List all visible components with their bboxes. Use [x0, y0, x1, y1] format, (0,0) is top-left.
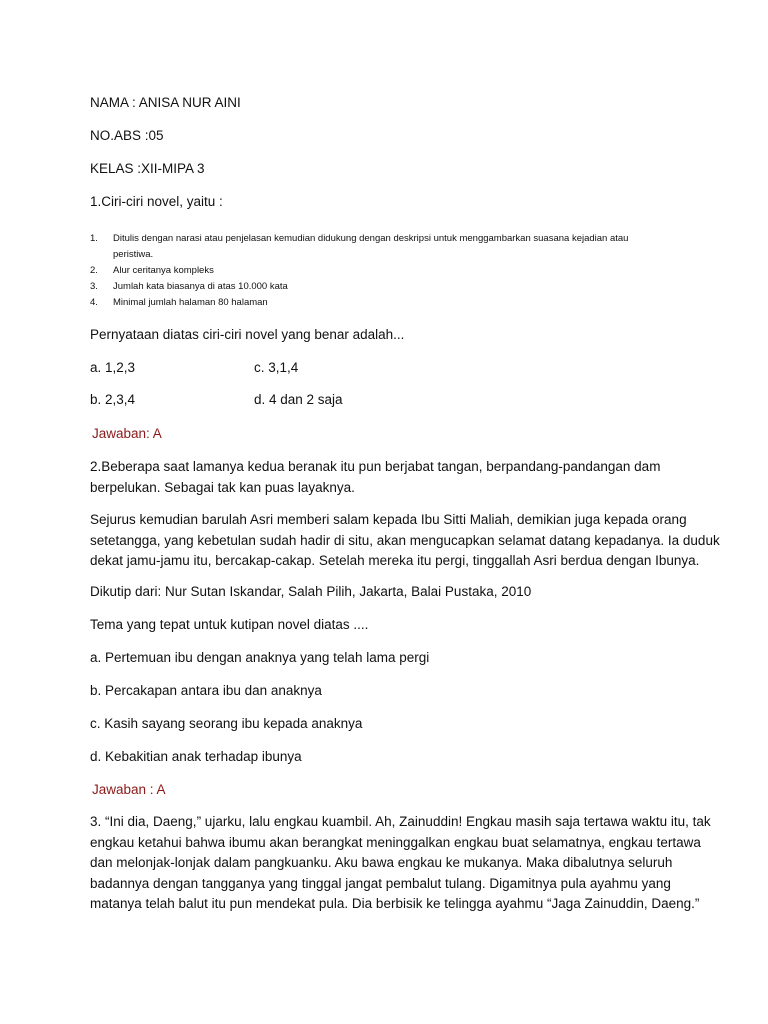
q2-option-a: a. Pertemuan ibu dengan anaknya yang telah lama pergi	[90, 650, 430, 665]
paragraph-line: Sejurus kemudian barulah Asri memberi salam kepada Ibu Sitti Maliah, demikian juga kepada orang	[90, 512, 687, 527]
q1-option-b: b. 2,3,4	[90, 392, 136, 407]
q2-intro	[90, 457, 690, 498]
q1-item-text: Minimal jumlah halaman 80 halaman	[113, 297, 268, 308]
student-class: KELAS :XII-MIPA 3	[90, 161, 205, 176]
paragraph-line: dan melonjak-lonjak dalam pangkuanku. Aku bawa engkau ke mukanya. Maka dibalutnya seluruh	[90, 855, 673, 870]
q1-item-number: 3.	[90, 281, 98, 292]
q2-option-d: d. Kebakitian anak terhadap ibunya	[90, 749, 302, 764]
q1-question: Pernyataan diatas ciri-ciri novel yang benar adalah...	[90, 327, 405, 342]
q1-item-number: 2.	[90, 265, 98, 276]
q1-option-c: c. 3,1,4	[254, 360, 299, 375]
q1-item-number: 4.	[90, 297, 98, 308]
paragraph-line: 3. “Ini dia, Daeng,” ujarku, lalu engkau kuambil. Ah, Zainuddin! Engkau masih saja tertawa waktu itu, tak	[90, 814, 711, 829]
student-name: NAMA : ANISA NUR AINI	[90, 95, 241, 110]
q1-item-text: Ditulis dengan narasi atau penjelasan kemudian didukung dengan deskripsi untuk menggambarkan suasana kejadian atau	[113, 233, 629, 244]
paragraph-line: engkau ketahui bahwa ibumu akan berangkat meninggalkan engkau buat selamatnya, engkau tertawa	[90, 834, 701, 850]
q2-option-c: c. Kasih sayang seorang ibu kepada anaknya	[90, 716, 363, 731]
q1-option-a: a. 1,2,3	[90, 360, 136, 375]
student-number: NO.ABS :05	[90, 128, 164, 143]
paragraph-line: dekat jamu-jamu itu, bercakap-cakap. Setelah mereka itu pergi, tinggallah Asri berdua dengan Ibunya.	[90, 553, 700, 568]
q1-option-d: d. 4 dan 2 saja	[254, 392, 343, 407]
q1-item-text-cont: peristiwa.	[113, 249, 154, 260]
paragraph-line: badannya dengan tangganya yang tinggal jangat pembalut tulang. Digamitnya pula ayahmu yang	[90, 875, 671, 891]
q1-answer: Jawaban: A	[92, 426, 162, 441]
q2-source: Dikutip dari: Nur Sutan Iskandar, Salah Pilih, Jakarta, Balai Pustaka, 2010	[90, 584, 532, 599]
q1-title: 1.Ciri-ciri novel, yaitu :	[90, 194, 223, 209]
paragraph-line: berpelukan. Sebagai tak kan puas layaknya.	[90, 479, 355, 495]
q2-question: Tema yang tepat untuk kutipan novel diatas ....	[90, 617, 369, 632]
q3-passage	[90, 812, 711, 915]
paragraph-line: setetangga, yang kebetulan sudah hadir di situ, akan mengucapkan selamat datang kepadanya. Ia duduk	[90, 532, 720, 548]
q2-option-b: b. Percakapan antara ibu dan anaknya	[90, 683, 322, 698]
paragraph-line: matanya telah balut itu pun mendekat pula. Dia berbisik ke telingga ayahmu “Jaga Zainuddin, Daeng.”	[90, 896, 700, 911]
q1-item-number: 1.	[90, 233, 98, 244]
q2-passage	[90, 510, 720, 572]
q2-answer: Jawaban : A	[92, 782, 166, 797]
q1-item-text: Jumlah kata biasanya di atas 10.000 kata	[113, 281, 288, 292]
paragraph-line: 2.Beberapa saat lamanya kedua beranak itu pun berjabat tangan, berpandang-pandangan dam	[90, 459, 661, 474]
q1-item-text: Alur ceritanya kompleks	[113, 265, 214, 276]
